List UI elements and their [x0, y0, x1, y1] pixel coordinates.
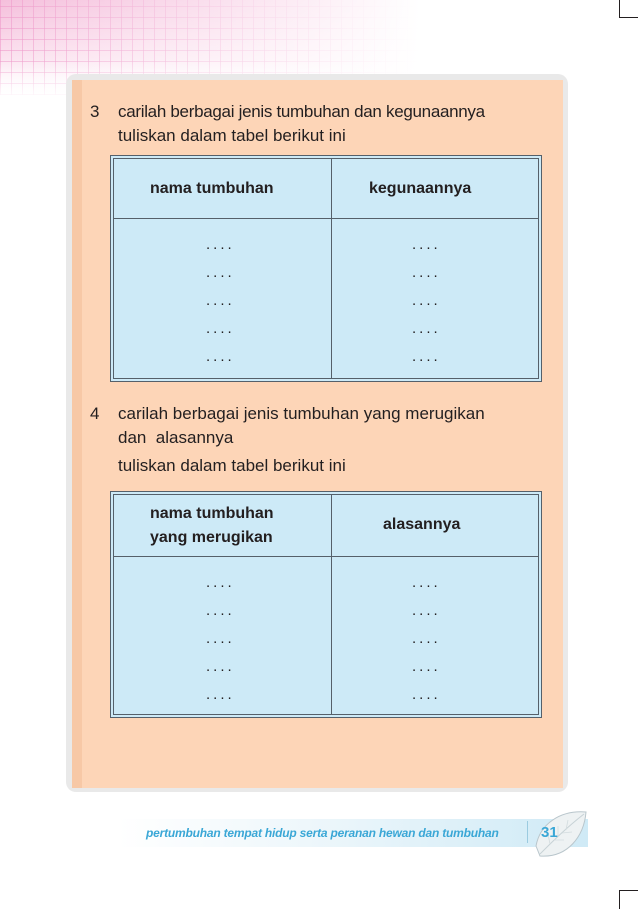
blank-cell[interactable]: ....	[412, 602, 441, 619]
page-number: 31	[541, 824, 558, 841]
blank-cell[interactable]: ....	[206, 348, 235, 365]
table-column-divider	[331, 159, 332, 378]
footer-separator	[527, 821, 528, 843]
exercise-card-edge	[72, 80, 82, 788]
question-instruction: tuliskan dalam tabel berikut ini	[118, 126, 346, 145]
table-column-plant-name-blanks	[206, 231, 235, 371]
table-header-harmful-plant-name	[150, 502, 320, 550]
blank-cell[interactable]: ....	[206, 236, 235, 253]
question-number: 4	[90, 404, 100, 423]
table-column-divider	[331, 495, 332, 714]
crop-mark-bottom-right	[619, 890, 638, 909]
question-text-line: dan alasannya	[118, 428, 234, 447]
blank-cell[interactable]: ....	[206, 686, 235, 703]
answer-table-plants-uses	[113, 158, 539, 379]
running-title: pertumbuhan tempat hidup serta peranan hewan dan tumbuhan	[146, 826, 499, 840]
blank-cell[interactable]: ....	[412, 574, 441, 591]
question-text-line: carilah berbagai jenis tumbuhan yang merugikan	[118, 404, 485, 423]
blank-cell[interactable]: ....	[412, 320, 441, 337]
blank-cell[interactable]: ....	[412, 630, 441, 647]
blank-cell[interactable]: ....	[412, 348, 441, 365]
blank-cell[interactable]: ....	[206, 292, 235, 309]
blank-cell[interactable]: ....	[412, 686, 441, 703]
table-header-reasons: alasannya	[383, 516, 461, 533]
crop-mark-top-right	[619, 0, 638, 18]
question-number: 3	[90, 102, 100, 121]
answer-table-harmful-plants	[113, 494, 539, 715]
blank-cell[interactable]: ....	[206, 630, 235, 647]
table-header-divider	[114, 556, 538, 557]
blank-cell[interactable]: ....	[412, 236, 441, 253]
leaf-icon	[530, 806, 590, 864]
question-instruction: tuliskan dalam tabel berikut ini	[118, 456, 346, 475]
blank-cell[interactable]: ....	[206, 602, 235, 619]
table-header-uses: kegunaannya	[369, 180, 472, 197]
blank-cell[interactable]: ....	[206, 574, 235, 591]
blank-cell[interactable]: ....	[206, 658, 235, 675]
table-header-divider	[114, 218, 538, 219]
blank-cell[interactable]: ....	[412, 292, 441, 309]
table-header-plant-name: nama tumbuhan	[150, 180, 274, 197]
blank-cell[interactable]: ....	[206, 264, 235, 281]
table-column-reasons-blanks	[412, 569, 441, 709]
table-header-line: nama tumbuhan	[150, 505, 274, 522]
blank-cell[interactable]: ....	[206, 320, 235, 337]
question-text-line: carilah berbagai jenis tumbuhan dan kegunaannya	[118, 102, 485, 121]
blank-cell[interactable]: ....	[412, 264, 441, 281]
table-header-line: yang merugikan	[150, 529, 273, 546]
table-column-harmful-plant-blanks	[206, 569, 235, 709]
blank-cell[interactable]: ....	[412, 658, 441, 675]
table-column-uses-blanks	[412, 231, 441, 371]
